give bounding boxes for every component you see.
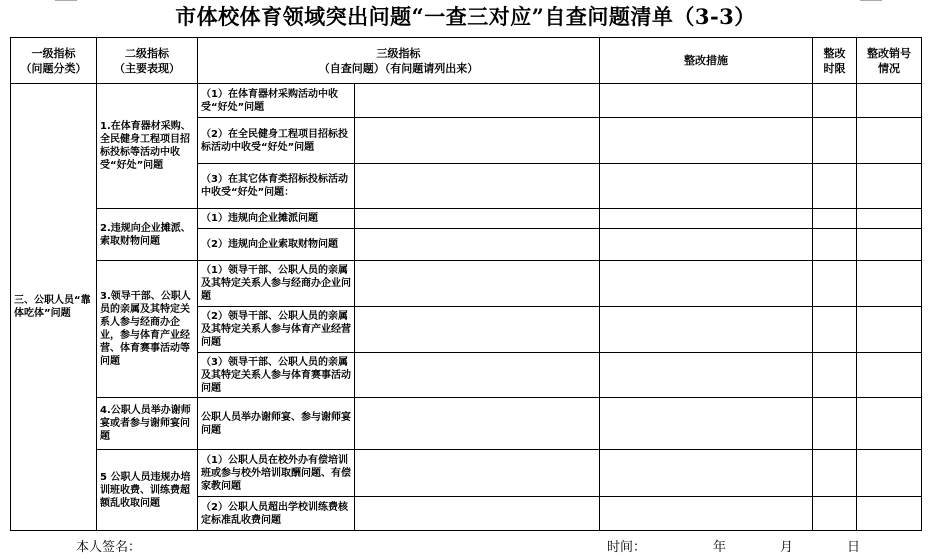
rectification-measures-cell[interactable]: [600, 353, 813, 398]
deadline-cell[interactable]: [813, 353, 857, 398]
deadline-cell[interactable]: [813, 229, 857, 261]
level3-item-cell: （1）公职人员在校外办有偿培训班或参与校外培训取酬问题、有偿家教问题: [198, 450, 355, 497]
closure-status-cell[interactable]: [857, 164, 922, 209]
self-check-answer-cell[interactable]: [355, 353, 600, 398]
self-check-answer-cell[interactable]: [355, 118, 600, 164]
header-closure-status: [857, 38, 922, 84]
closure-status-cell[interactable]: [857, 209, 922, 229]
checklist-table: [10, 37, 922, 531]
header-level2: [97, 38, 198, 84]
closure-status-cell[interactable]: [857, 398, 922, 450]
rectification-measures-cell[interactable]: [600, 261, 813, 307]
deadline-cell[interactable]: [813, 497, 857, 531]
self-check-answer-cell[interactable]: [355, 450, 600, 497]
level3-item-cell: （1）在体育器材采购活动中收受“好处”问题: [198, 84, 355, 118]
header-level3-title: 三级指标: [376, 46, 421, 60]
header-level2-title: 二级指标: [125, 46, 169, 60]
table-row: [11, 209, 922, 229]
header-level1-subtitle: （问题分类）: [20, 61, 87, 75]
year-label: 年: [713, 540, 727, 555]
closure-status-cell[interactable]: [857, 118, 922, 164]
time-label: 时间：: [607, 540, 647, 555]
table-row: [11, 84, 922, 118]
top-left-edge-mark: [55, 0, 77, 1]
self-check-answer-cell[interactable]: [355, 307, 600, 353]
level3-item-cell: （3）领导干部、公职人员的亲属及其特定关系人参与体育赛事活动问题: [198, 353, 355, 398]
rectification-measures-cell[interactable]: [600, 307, 813, 353]
rectification-measures-cell[interactable]: [600, 497, 813, 531]
deadline-cell[interactable]: [813, 450, 857, 497]
rectification-measures-cell[interactable]: [600, 84, 813, 118]
level3-item-cell: （2）在全民健身工程项目招标投标活动中收受“好处”问题: [198, 118, 355, 164]
rectification-measures-cell[interactable]: [600, 450, 813, 497]
deadline-cell[interactable]: [813, 164, 857, 209]
header-level3-subtitle: （自查问题）（有问题请列出来）: [318, 61, 479, 75]
closure-status-cell[interactable]: [857, 261, 922, 307]
header-closure-line1: 整改销号: [867, 46, 911, 60]
problem-category-cell: 三、公职人员“靠体吃体”问题: [11, 84, 97, 531]
level3-item-cell: （1）违规向企业摊派问题: [198, 209, 355, 229]
rectification-measures-cell[interactable]: [600, 229, 813, 261]
table-row: [11, 450, 922, 497]
document-title: 市体校体育领域突出问题“一查三对应”自查问题清单（3-3）: [175, 4, 756, 29]
table-row: [11, 398, 922, 450]
deadline-cell[interactable]: [813, 307, 857, 353]
level3-item-cell: （2）领导干部、公职人员的亲属及其特定关系人参与体育产业经营问题: [198, 307, 355, 353]
signature-label: 本人签名：: [76, 540, 142, 555]
header-level1-title: 一级指标: [31, 46, 76, 60]
deadline-cell[interactable]: [813, 398, 857, 450]
header-deadline-line2: 时限: [823, 61, 846, 75]
self-check-answer-cell[interactable]: [355, 209, 600, 229]
level3-item-cell: （3）在其它体育类招标投标活动中收受“好处”问题：: [198, 164, 355, 209]
self-check-answer-cell[interactable]: [355, 229, 600, 261]
self-check-answer-cell[interactable]: [355, 398, 600, 450]
header-deadline-line1: 整改: [823, 46, 846, 60]
closure-status-cell[interactable]: [857, 353, 922, 398]
header-level2-subtitle: （主要表现）: [114, 61, 180, 75]
rectification-measures-cell[interactable]: [600, 209, 813, 229]
self-check-answer-cell[interactable]: [355, 497, 600, 531]
rectification-measures-cell[interactable]: [600, 164, 813, 209]
level2-indicator-cell: 3.领导干部、公职人员的亲属及其特定关系人参与经商办企业，参与体育产业经营、体育赛事活动等问题: [97, 261, 198, 398]
level3-item-cell: （2）公职人员超出学校训练费核定标准乱收费问题: [198, 497, 355, 531]
level2-indicator-cell: 4.公职人员举办谢师宴或者参与谢师宴问题: [97, 398, 198, 450]
closure-status-cell[interactable]: [857, 229, 922, 261]
day-label: 日: [847, 540, 861, 555]
header-closure-line2: 情况: [878, 61, 900, 75]
rectification-measures-cell[interactable]: [600, 398, 813, 450]
top-right-edge-mark: [860, 0, 882, 1]
self-check-answer-cell[interactable]: [355, 261, 600, 307]
table-header-row: [11, 38, 922, 84]
level3-item-cell: （2）违规向企业索取财物问题: [198, 229, 355, 261]
self-check-answer-cell[interactable]: [355, 84, 600, 118]
level2-indicator-cell: 1.在体育器材采购、全民健身工程项目招标投标等活动中收受“好处”问题: [97, 84, 198, 209]
header-deadline: [813, 38, 857, 84]
deadline-cell[interactable]: [813, 261, 857, 307]
header-measures: 整改措施: [600, 38, 813, 84]
month-label: 月: [780, 540, 794, 555]
closure-status-cell[interactable]: [857, 450, 922, 497]
deadline-cell[interactable]: [813, 84, 857, 118]
rectification-measures-cell[interactable]: [600, 118, 813, 164]
level3-item-cell: 公职人员举办谢师宴、参与谢师宴问题: [198, 398, 355, 450]
level2-indicator-cell: 2.违规向企业摊派、索取财物问题: [97, 209, 198, 261]
closure-status-cell[interactable]: [857, 307, 922, 353]
level2-indicator-cell: 5 公职人员违规办培训班收费、训练费超额乱收取问题: [97, 450, 198, 531]
deadline-cell[interactable]: [813, 118, 857, 164]
self-check-answer-cell[interactable]: [355, 164, 600, 209]
header-level3: [198, 38, 600, 84]
header-level1: [11, 38, 97, 84]
closure-status-cell[interactable]: [857, 497, 922, 531]
level3-item-cell: （1）领导干部、公职人员的亲属及其特定关系人参与经商办企业问题: [198, 261, 355, 307]
table-row: [11, 261, 922, 307]
deadline-cell[interactable]: [813, 209, 857, 229]
closure-status-cell[interactable]: [857, 84, 922, 118]
